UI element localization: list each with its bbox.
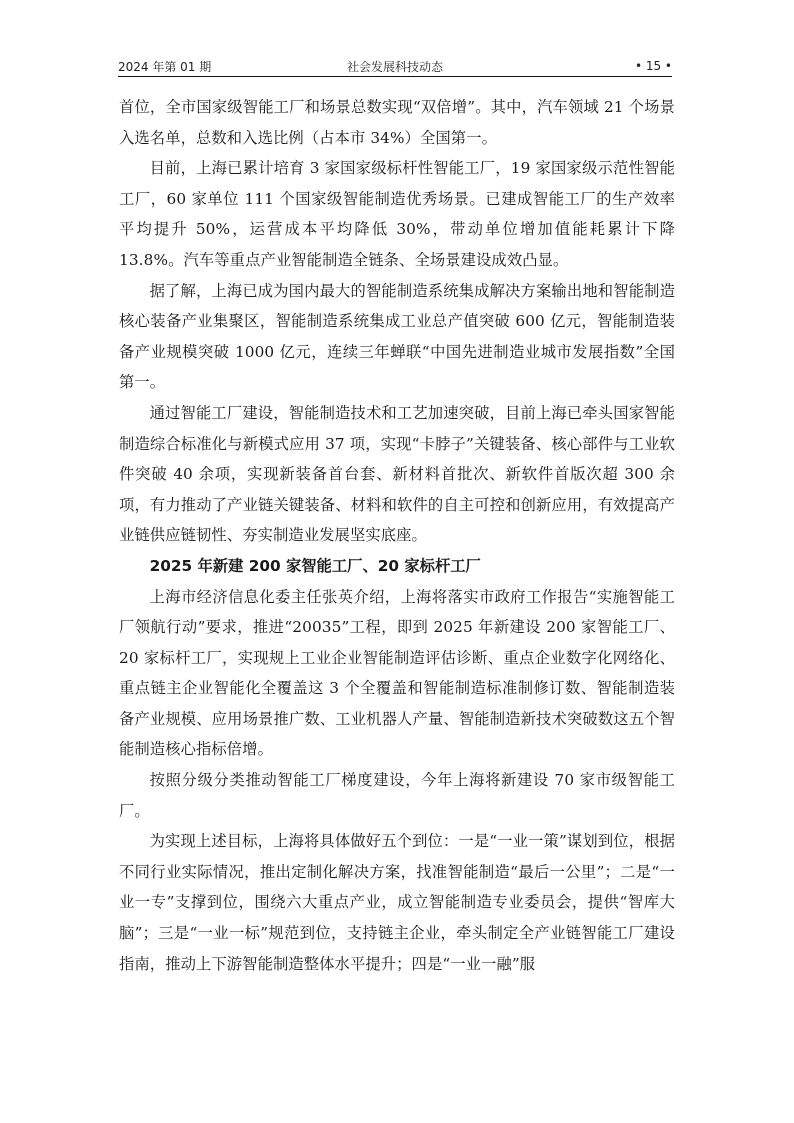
paragraph: 目前，上海已累计培育 3 家国家级标杆性智能工厂，19 家国家级示范性智能工厂，60 家单位 111 个国家级智能制造优秀场景。已建成智能工厂的生产效率平均提升 50%，运营成本平均降低 30%，带动单位增加值能耗累计下降 13.8%。汽车等重点产业智能制造全链条、全场景建设成效凸显。 [119, 159, 675, 269]
paragraph: 通过智能工厂建设，智能制造技术和工艺加速突破，目前上海已牵头国家智能制造综合标准化与新模式应用 37 项，实现“卡脖子”关键装备、核心部件与工业软件突破 40 余项，实现新装备首台套、新材料首批次、新软件首版次超 300 余项，有力推动了产业链关键装备、材料和软件的自主可控和创新应用，有效提高产业链供应链韧性、夯实制造业发展坚实底座。 [119, 403, 675, 545]
article-body [119, 92, 675, 979]
paragraph: 为实现上述目标，上海将具体做好五个到位：一是“一业一策”谋划到位，根据不同行业实际情况，推出定制化解决方案，找准智能制造“最后一公里”；二是“一业一专”支撑到位，围绕六大重点产业，成立智能制造专业委员会，提供“智库大脑”；三是“一业一标”规范到位，支持链主企业，牵头制定全产业链智能工厂建设指南，推动上下游智能制造整体水平提升；四是“一业一融”服 [119, 832, 675, 973]
paragraph: 首位，全市国家级智能工厂和场景总数实现“双倍增”。其中，汽车领域 21 个场景入选名单，总数和入选比例（占本市 34%）全国第一。 [119, 98, 675, 147]
paragraph: 据了解，上海已成为国内最大的智能制造系统集成解决方案输出地和智能制造核心装备产业集聚区，智能制造系统集成工业总产值突破 600 亿元，智能制造装备产业规模突破 1000 亿元，连续三年蝉联“中国先进制造业城市发展指数”全国第一。 [119, 281, 675, 392]
issue-label: 2024 年第 01 期 [118, 59, 212, 74]
journal-title: 社会发展科技动态 [346, 59, 443, 74]
header-rule [118, 76, 672, 77]
paragraph: 上海市经济信息化委主任张英介绍，上海将落实市政府工作报告“实施智能工厂领航行动”要求，推进“20035”工程，即到 2025 年新建设 200 家智能工厂、20 家标杆工厂，实现规上工业企业智能制造评估诊断、重点企业数字化网络化、重点链主企业智能化全覆盖这 3 个全覆盖和智能制造标准制修订数、智能制造装备产业规模、应用场景推广数、工业机器人产量、智能制造新技术突破数这五个智能制造核心指标倍增。 [119, 587, 675, 759]
page-number: • 15 • [634, 59, 672, 73]
paragraph: 按照分级分类推动智能工厂梯度建设，今年上海将新建设 70 家市级智能工厂。 [119, 771, 675, 820]
running-header [118, 56, 672, 76]
section-heading: 2025 年新建 200 家智能工厂、20 家标杆工厂 [149, 556, 481, 575]
